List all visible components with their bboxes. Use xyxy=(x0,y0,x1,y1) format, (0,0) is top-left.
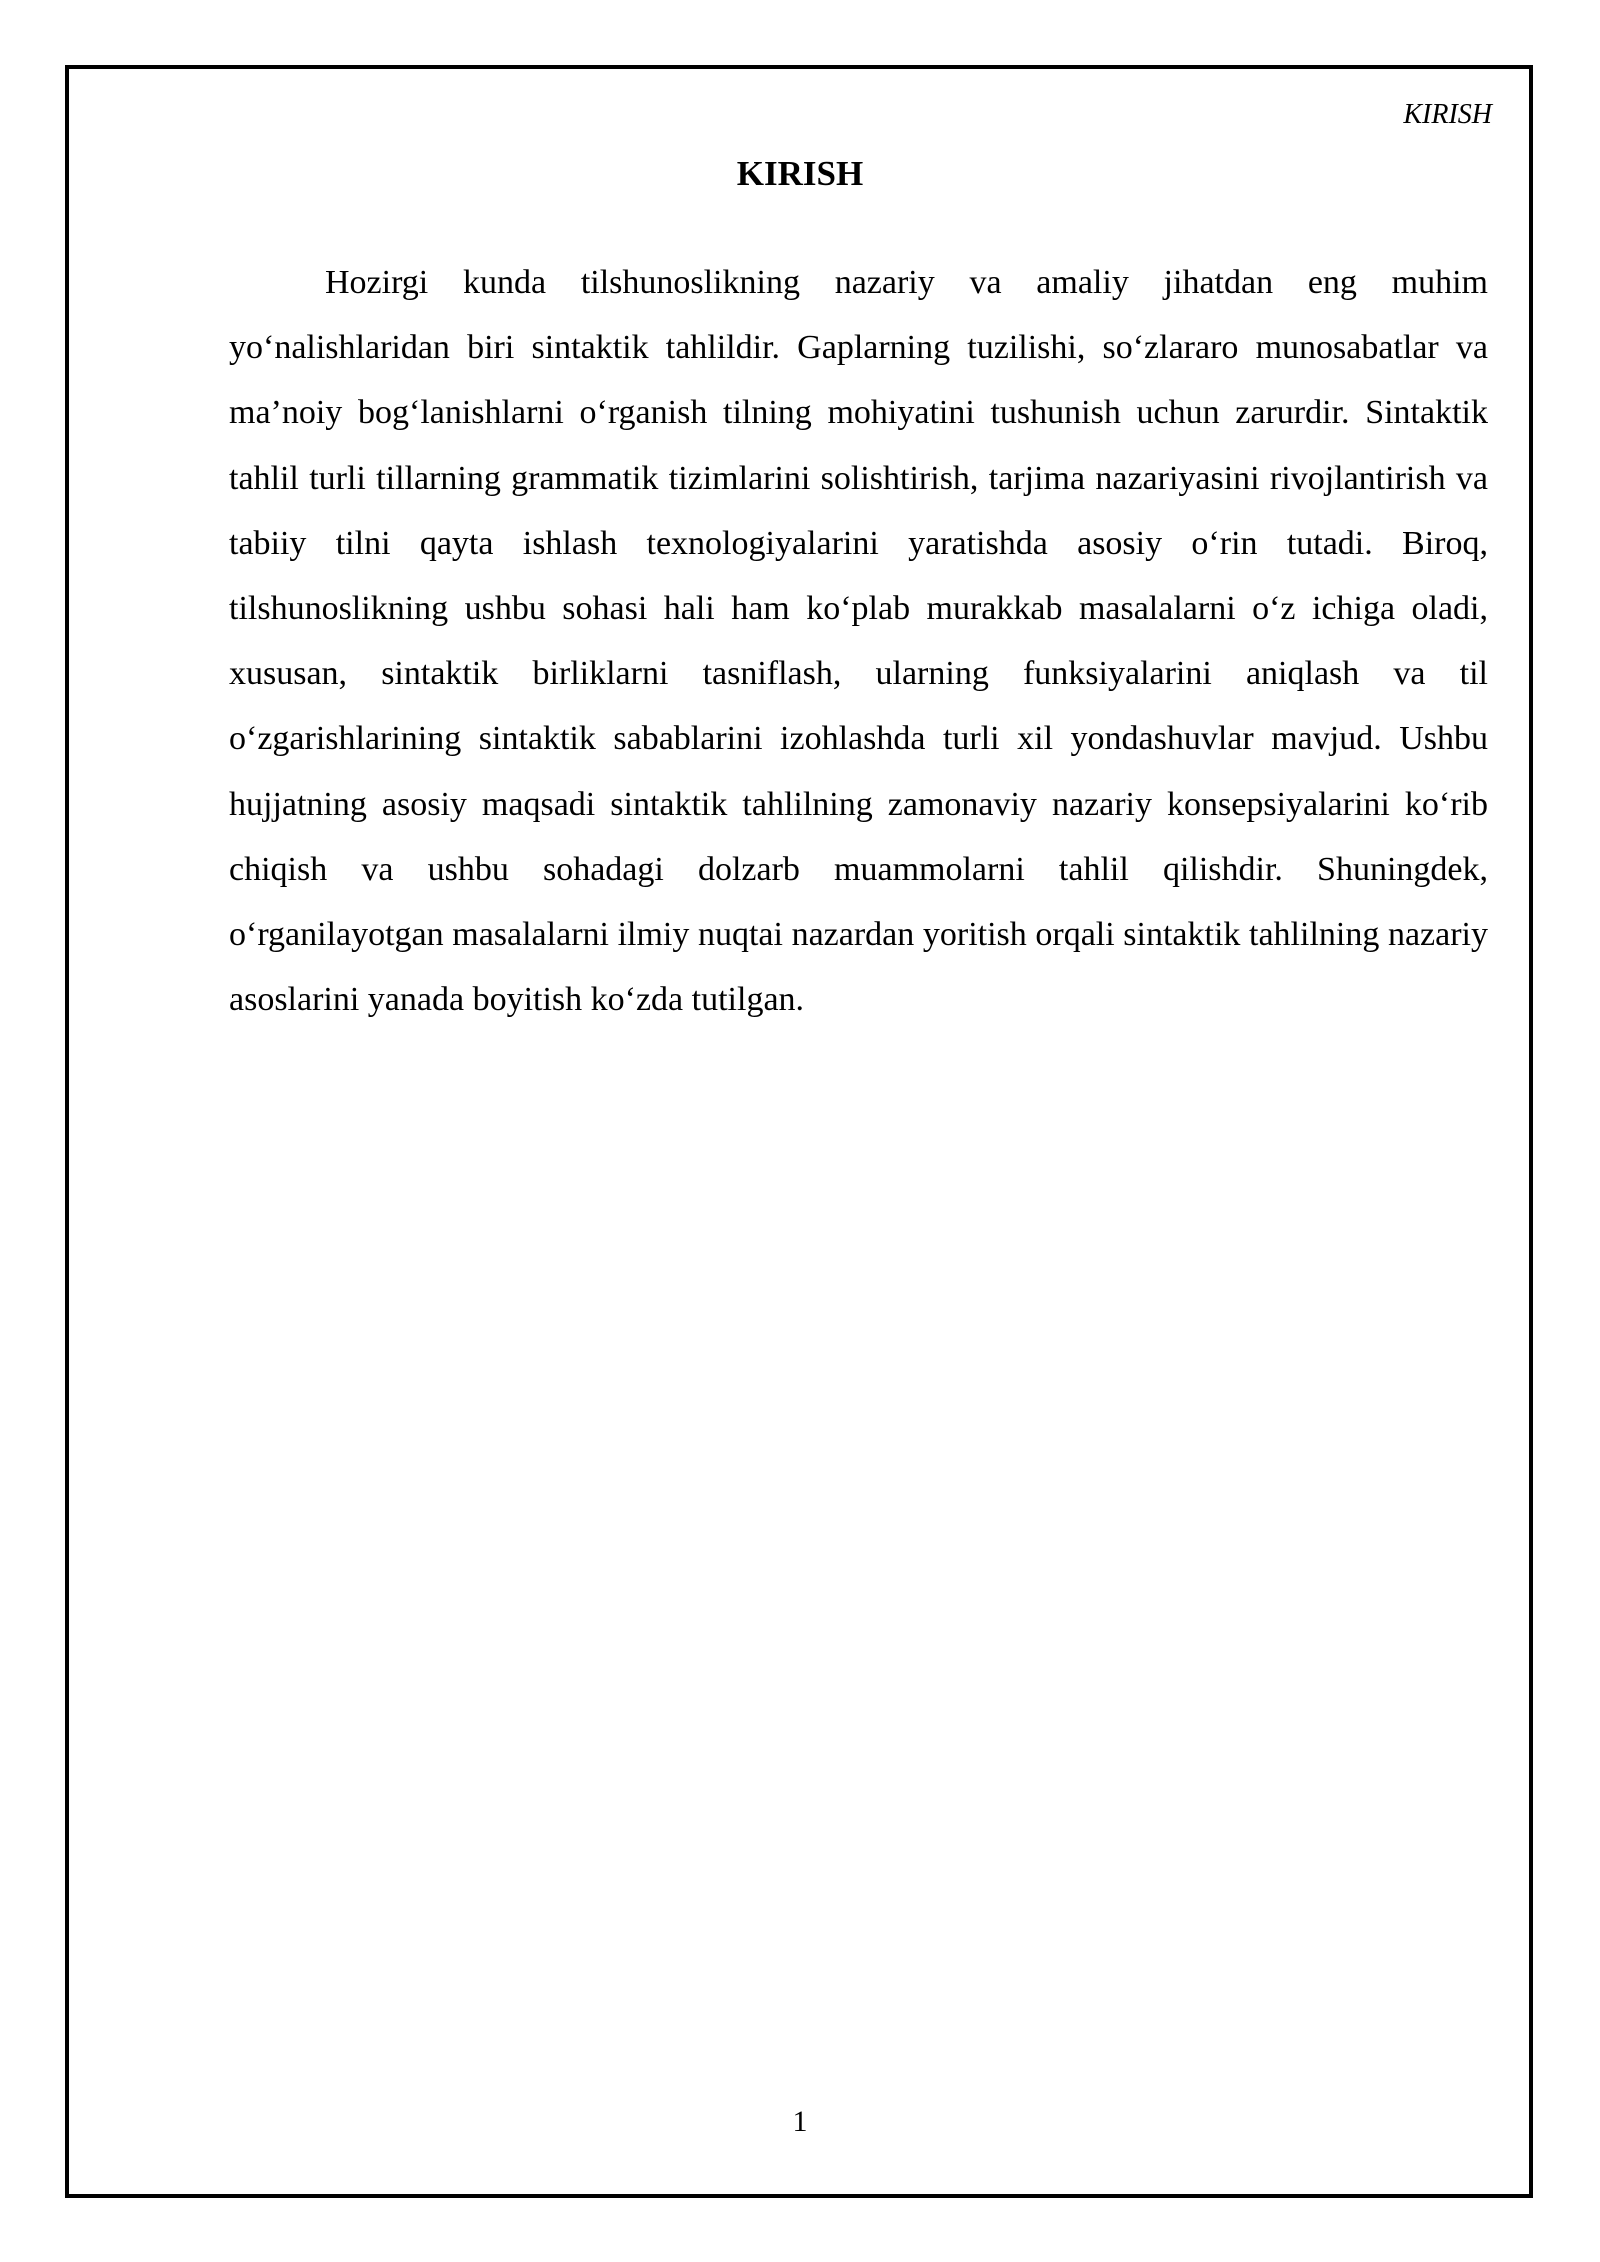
body-paragraph: Hozirgi kunda tilshunoslikning nazariy va amaliy jihatdan eng muhim yo‘nalishlaridan biri sintaktik tahlildir. Gaplarning tuzilishi, so‘zlararo munosabatlar va ma’noiy bog‘lanishlarni o‘rganish tilning mohiyatini tushunish uchun zarurdir. Sintaktik tahlil turli tillarning grammatik tizimlarini solishtirish, tarjima nazariyasini rivojlantirish va tabiiy tilni qayta ishlash texnologiyalarini yaratishda asosiy o‘rin tutadi. Biroq, tilshunoslikning ushbu sohasi hali ham ko‘plab murakkab masalalarni o‘z ichiga oladi, xususan, sintaktik birliklarni tasniflash, ularning funksiyalarini aniqlash va til o‘zgarishlarining sintaktik sabablarini izohlashda turli xil yondashuvlar mavjud. Ushbu hujjatning asosiy maqsadi sintaktik tahlilning zamonaviy nazariy konsepsiyalarini ko‘rib chiqish va ushbu sohadagi dolzarb muammolarni tahlil qilishdir. Shuningdek, o‘rganilayotgan masalalarni ilmiy nuqtai nazardan yoritish orqali sintaktik tahlilning nazariy asoslarini yanada boyitish ko‘zda tutilgan. xyxy=(229,264,1488,1019)
page-number: 1 xyxy=(792,2105,808,2138)
running-header: KIRISH xyxy=(1403,99,1492,130)
document-title: KIRISH xyxy=(736,154,864,193)
